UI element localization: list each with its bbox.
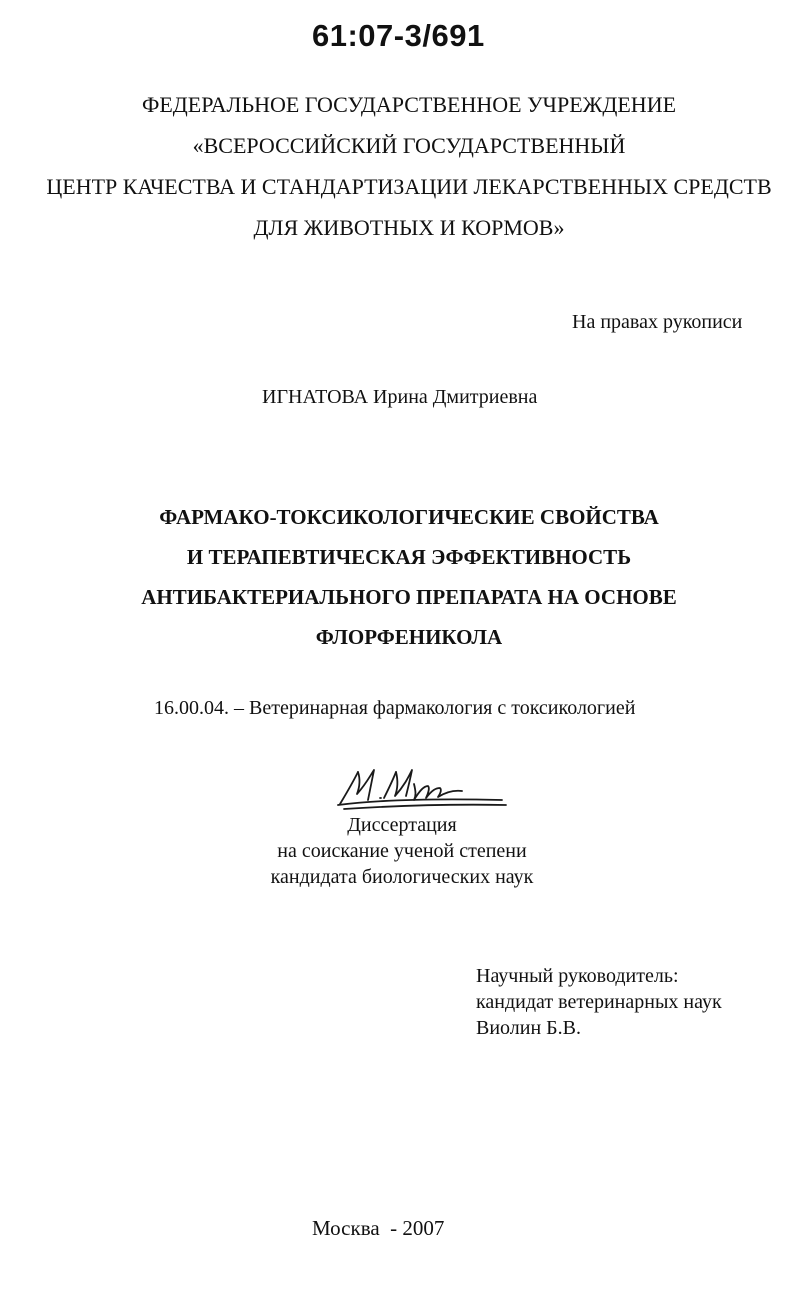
degree-line: Диссертация	[347, 814, 457, 836]
rights-note: На правах рукописи	[572, 311, 743, 333]
degree-line: на соискание ученой степени	[277, 840, 527, 862]
institution-line: ФЕДЕРАЛЬНОЕ ГОСУДАРСТВЕННОЕ УЧРЕЖДЕНИЕ	[141, 92, 677, 117]
catalog-code: 61:07-3/691	[312, 18, 485, 53]
degree-line: кандидата биологических наук	[270, 866, 534, 888]
supervisor-line: Виолин Б.В.	[476, 1017, 581, 1039]
institution-line: ДЛЯ ЖИВОТНЫХ И КОРМОВ»	[253, 215, 565, 240]
institution-line: ЦЕНТР КАЧЕСТВА И СТАНДАРТИЗАЦИИ ЛЕКАРСТВЕННЫХ СРЕДСТВ	[46, 174, 772, 199]
title-line: АНТИБАКТЕРИАЛЬНОГО ПРЕПАРАТА НА ОСНОВЕ	[141, 585, 677, 609]
supervisor-line: кандидат ветеринарных наук	[476, 991, 722, 1013]
author-name: ИГНАТОВА Ирина Дмитриевна	[262, 386, 538, 408]
place-year: Москва - 2007	[312, 1216, 445, 1240]
institution-line: «ВСЕРОССИЙСКИЙ ГОСУДАРСТВЕННЫЙ	[192, 133, 626, 158]
dissertation-title	[0, 497, 798, 657]
specialty-code: 16.00.04. – Ветеринарная фармакология с токсикологией	[154, 697, 636, 719]
title-line: И ТЕРАПЕВТИЧЕСКАЯ ЭФФЕКТИВНОСТЬ	[186, 545, 632, 569]
supervisor-line: Научный руководитель:	[476, 965, 679, 987]
title-line: ФАРМАКО-ТОКСИКОЛОГИЧЕСКИЕ СВОЙСТВА	[159, 505, 659, 529]
dissertation-degree	[270, 812, 534, 890]
title-line: ФЛОРФЕНИКОЛА	[315, 625, 503, 649]
handwritten-signature	[330, 764, 510, 814]
institution-name	[0, 84, 798, 248]
supervisor-block	[476, 963, 722, 1041]
